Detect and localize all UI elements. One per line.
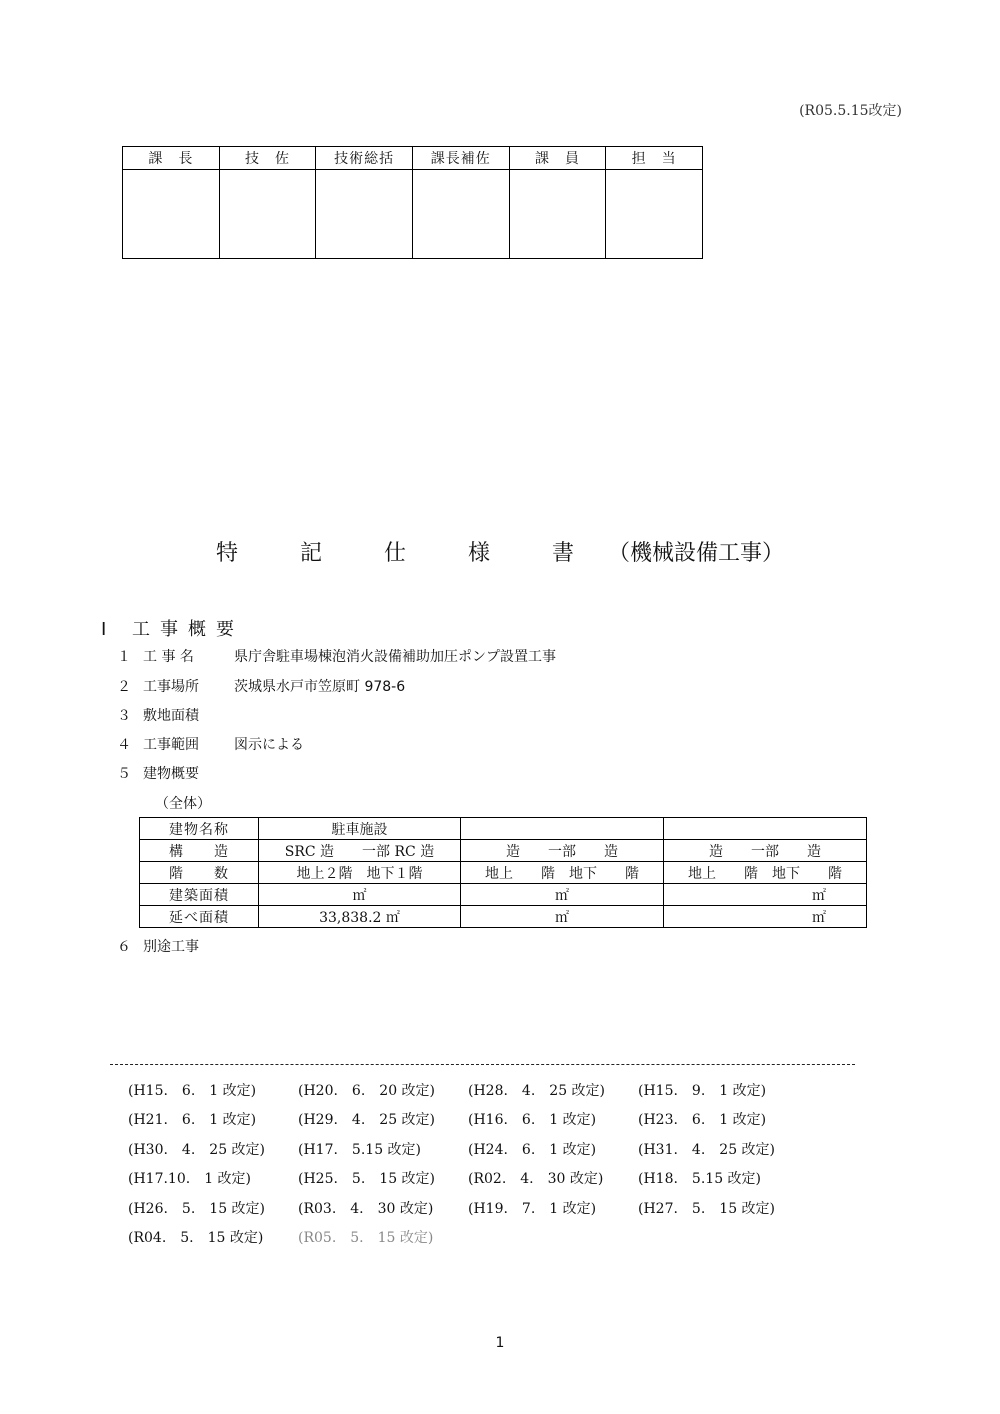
table-cell: 造 一部 造: [461, 840, 664, 862]
item-label: 別途工事: [143, 939, 199, 955]
document-title: [0, 536, 1000, 567]
building-overview-table: [139, 817, 867, 928]
table-cell: ㎡: [664, 884, 867, 906]
table-cell: [461, 818, 664, 840]
stamp-cell: [123, 170, 220, 259]
stamp-cell: [316, 170, 413, 259]
overview-item: [117, 675, 405, 697]
table-cell: SRC 造 一部 RC 造: [259, 840, 461, 862]
revision-history: [128, 1080, 828, 1256]
overview-item: [117, 762, 234, 784]
table-cell: 駐車施設: [259, 818, 461, 840]
approval-header-kain: 課 員: [509, 147, 606, 170]
item-number: ４: [117, 737, 131, 753]
table-cell: ㎡: [461, 884, 664, 906]
row-header: 延べ面積: [140, 906, 259, 928]
item-label: 工 事 名: [143, 649, 194, 665]
table-cell: 造 一部 造: [664, 840, 867, 862]
table-row: [140, 862, 867, 884]
zentai-label: （全体）: [155, 796, 211, 812]
row-header: 建物名称: [140, 818, 259, 840]
revision-entry: (H15. 9. 1 改定): [638, 1083, 767, 1099]
item-label: 工事範囲: [143, 737, 199, 753]
item-value: 図示による: [234, 737, 304, 753]
overview-item: [117, 704, 234, 726]
table-cell: 地上 階 地下 階: [461, 862, 664, 884]
approval-header-tanto: 担 当: [606, 147, 703, 170]
revision-entry: (H25. 5. 15 改定): [298, 1171, 436, 1188]
table-row: [140, 906, 867, 928]
item-number: ６: [117, 939, 131, 955]
item-value: 茨城県水戸市笠原町 978-6: [234, 679, 406, 695]
table-cell: [664, 818, 867, 840]
table-cell: 33,838.2 ㎡: [259, 906, 461, 928]
revision-entry: (H15. 6. 1 改定): [128, 1083, 257, 1099]
revision-entry: (H28. 4. 25 改定): [468, 1083, 606, 1099]
table-cell: 地上２階 地下１階: [259, 862, 461, 884]
row-header: 建築面積: [140, 884, 259, 906]
revision-entry: (H21. 6. 1 改定): [128, 1112, 257, 1129]
item-label: 工事場所: [143, 679, 199, 695]
revision-entry-latest: (R05. 5. 15 改定): [298, 1229, 434, 1246]
revision-entry: (H26. 5. 15 改定): [128, 1200, 266, 1217]
item-value: 県庁舎駐車場棟泡消火設備補助加圧ポンプ設置工事: [234, 649, 556, 665]
stamp-cell: [606, 170, 703, 259]
title-sub: （機械設備工事）: [608, 541, 785, 566]
overview-item: [117, 935, 234, 957]
item-label: 敷地面積: [143, 708, 199, 724]
table-cell: 地上 階 地下 階: [664, 862, 867, 884]
revision-entry: (H27. 5. 15 改定): [638, 1200, 776, 1217]
table-cell: ㎡: [664, 906, 867, 928]
revision-entry: (H24. 6. 1 改定): [468, 1141, 597, 1158]
item-number: ５: [117, 766, 131, 782]
item-number: １: [117, 649, 131, 665]
table-cell: ㎡: [461, 906, 664, 928]
revision-entry: (H20. 6. 20 改定): [298, 1083, 436, 1099]
stamp-cell: [509, 170, 606, 259]
table-cell: ㎡: [259, 884, 461, 906]
table-row: [140, 884, 867, 906]
table-row: [140, 818, 867, 840]
revision-entry: (H29. 4. 25 改定): [298, 1112, 436, 1129]
section-heading: Ⅰ 工事概要: [101, 619, 245, 640]
revision-entry: (H17.10. 1 改定): [128, 1171, 252, 1188]
revision-entry: (H31. 4. 25 改定): [638, 1141, 776, 1158]
approval-header-kacho-hosa: 課長補佐: [412, 147, 509, 170]
row-header: 構 造: [140, 840, 259, 862]
approval-header-kacho: 課 長: [123, 147, 220, 170]
dashed-divider: [110, 1064, 855, 1065]
revision-entry: (H30. 4. 25 改定): [128, 1141, 266, 1158]
overview-item: [117, 733, 304, 755]
approval-stamp-table: [122, 146, 703, 259]
revision-note: (R05.5.15改定): [799, 103, 902, 119]
stamp-cell: [412, 170, 509, 259]
item-number: ３: [117, 708, 131, 724]
item-number: ２: [117, 679, 131, 695]
revision-entry: (R02. 4. 30 改定): [468, 1171, 604, 1188]
revision-entry: (H19. 7. 1 改定): [468, 1200, 597, 1217]
revision-entry: (H23. 6. 1 改定): [638, 1112, 767, 1129]
item-label: 建物概要: [143, 766, 199, 782]
overview-item: [117, 645, 556, 667]
revision-entry: (R04. 5. 15 改定): [128, 1229, 264, 1246]
revision-entry: (R03. 4. 30 改定): [298, 1200, 434, 1217]
stamp-cell: [219, 170, 316, 259]
title-main: 特 記 仕 様 書: [215, 541, 594, 566]
row-header: 階 数: [140, 862, 259, 884]
page-number: 1: [495, 1335, 505, 1351]
revision-entry: (H18. 5.15 改定): [638, 1171, 762, 1188]
approval-header-gijutsu-sokatsu: 技術総括: [316, 147, 413, 170]
table-row: [140, 840, 867, 862]
approval-header-gisa: 技 佐: [219, 147, 316, 170]
revision-entry: (H17. 5.15 改定): [298, 1141, 422, 1158]
revision-entry: (H16. 6. 1 改定): [468, 1112, 597, 1129]
